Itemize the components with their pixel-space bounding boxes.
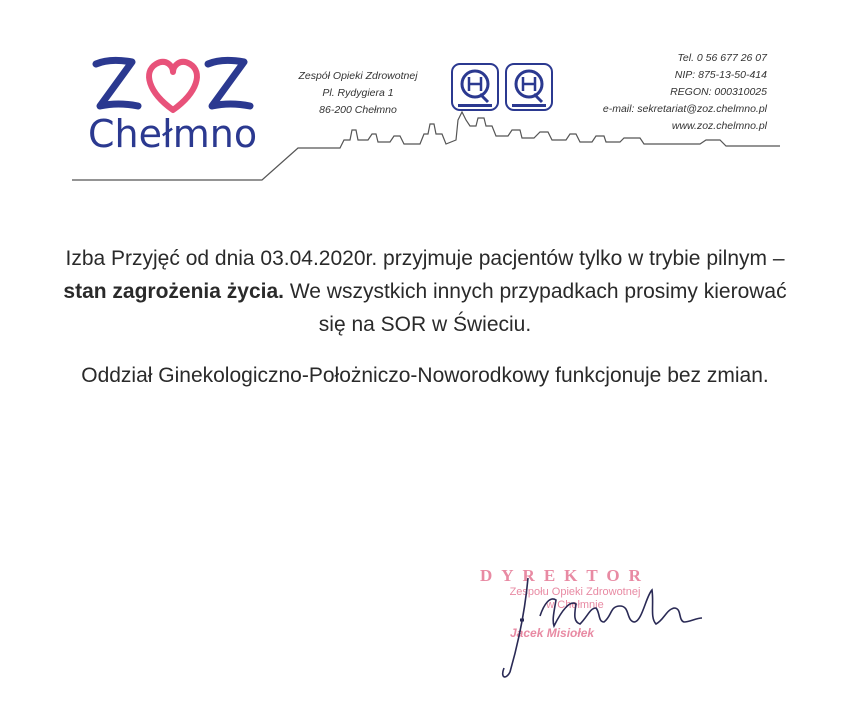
address-line: 86-200 Chełmno <box>319 104 397 116</box>
notice-text-part: We wszystkich innych przypadkach prosimy kierować się na SOR w Świeciu. <box>283 280 787 336</box>
notice-text <box>60 242 790 410</box>
notice-paragraph-ward: Oddział Ginekologiczno-Położniczo-Noworodkowy funkcjonuje bez zmian. <box>81 364 769 387</box>
notice-text-part: Izba Przyjęć od dnia 03.04.2020r. przyjmuje pacjentów tylko w trybie pilnym – <box>65 247 785 270</box>
stamp-name: Jacek Misiołek <box>510 626 595 640</box>
logo-city: Chełmno <box>88 112 258 156</box>
stamp-title: DYREKTOR <box>480 566 650 585</box>
handwritten-signature-icon <box>470 560 730 690</box>
director-stamp-signature <box>470 560 730 690</box>
contact-regon: REGON: 000310025 <box>670 86 767 98</box>
address-line: Pl. Rydygiera 1 <box>322 87 394 99</box>
stamp-organization: Zespołu Opieki Zdrowotnej <box>509 586 641 598</box>
address-line: Zespół Opieki Zdrowotnej <box>298 70 418 82</box>
notice-emphasis: stan zagrożenia życia. <box>63 280 284 303</box>
contact-email: e-mail: sekretariat@zoz.chelmno.pl <box>602 103 767 115</box>
contact-website: www.zoz.chelmno.pl <box>671 120 767 132</box>
contact-nip: NIP: 875-13-50-414 <box>674 69 767 81</box>
notice-paragraph-emergency <box>60 242 790 341</box>
stamp-location: w Chełmnie <box>546 599 604 611</box>
contact-phone: Tel. 0 56 677 26 07 <box>677 52 767 64</box>
city-skyline-line <box>0 100 843 200</box>
letterhead <box>0 0 843 200</box>
